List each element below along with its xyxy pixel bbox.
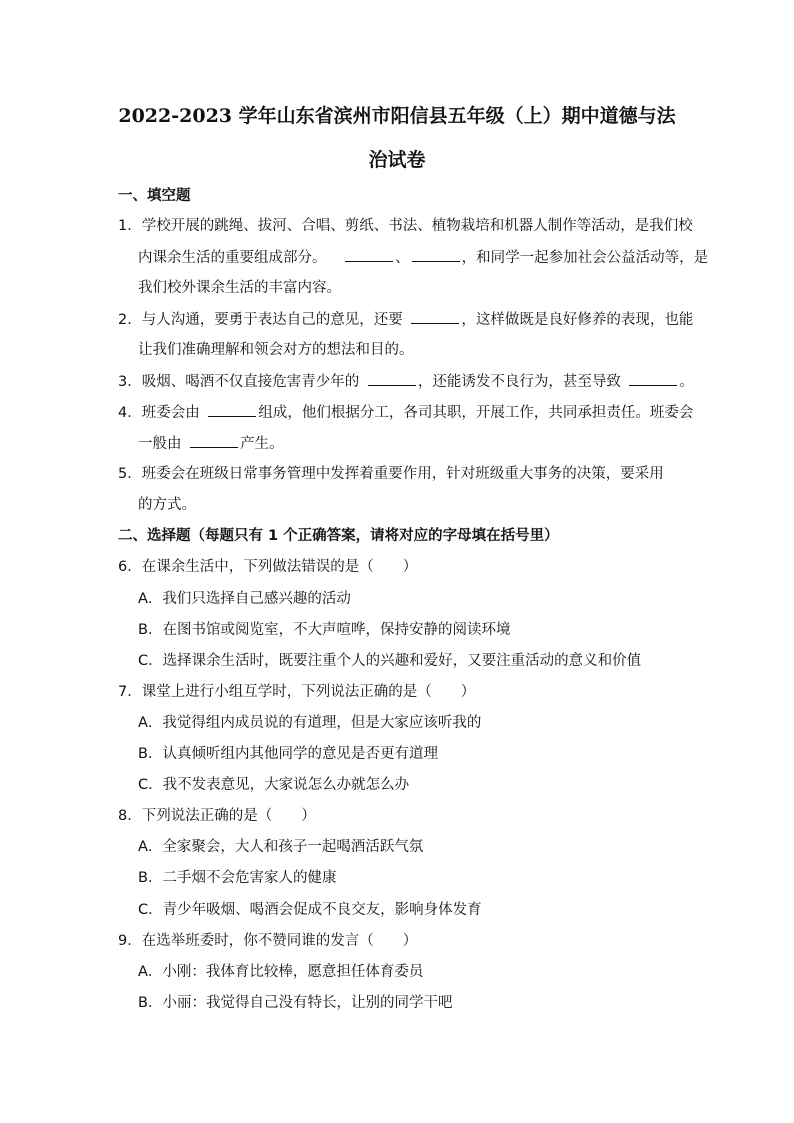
q8-option-a: A．全家聚会，大人和孩子一起喝酒活跃气氛 <box>138 839 424 855</box>
q8-stem: 8．下列说法正确的是（ ） <box>118 808 316 824</box>
q1-line1: 1．学校开展的跳绳、拔河、合唱、剪纸、书法、植物栽培和机器人制作等活动，是我们校 <box>118 218 693 234</box>
q1-text-b: 内课余生活的重要组成部分。 <box>138 250 327 266</box>
q1-text-d: ，和同学一起参加社会公益活动等，是 <box>461 250 709 266</box>
q6-stem: 6．在课余生活中，下列做法错误的是（ ） <box>118 559 418 575</box>
q1-text-c: 、 <box>395 250 410 266</box>
q8-option-b: B．二手烟不会危害家人的健康 <box>138 870 337 886</box>
q3-text-c: 。 <box>679 374 694 390</box>
exam-title-line1: 2022-2023 学年山东省滨州市阳信县五年级（上）期中道德与法 <box>118 105 676 127</box>
q7-option-a: A．我觉得组内成员说的有道理，但是大家应该听我的 <box>138 715 482 731</box>
q4-text-a: 4．班委会由 <box>118 405 200 421</box>
q2-text-a: 2．与人沟通，要勇于表达自己的意见，还要 <box>118 312 403 328</box>
q9-option-b: B．小丽：我觉得自己没有特长，让别的同学干吧 <box>138 995 453 1011</box>
q2-text-b: ，这样做既是良好修养的表现，也能 <box>461 312 694 328</box>
q4-blank-1 <box>208 402 256 417</box>
q9-stem: 9．在选举班委时，你不赞同谁的发言（ ） <box>118 933 418 949</box>
q7-stem: 7．课堂上进行小组互学时，下列说法正确的是（ ） <box>118 684 476 700</box>
q2-blank-1 <box>411 309 459 324</box>
q3-blank-2 <box>629 371 677 386</box>
q1-blank-2 <box>412 247 460 262</box>
q3-text-a: 3．吸烟、喝酒不仅直接危害青少年的 <box>118 374 360 390</box>
q1-blank-1 <box>345 247 393 262</box>
q6-option-c: C．选择课余生活时，既要注重个人的兴趣和爱好，又要注重活动的意义和价值 <box>138 653 642 669</box>
q5-line1: 5．班委会在班级日常事务管理中发挥着重要作用，针对班级重大事务的决策，要采用 <box>118 466 664 482</box>
q3-blank-1 <box>368 371 416 386</box>
exam-title-line2: 治试卷 <box>368 149 426 171</box>
q1-line3: 我们校外课余生活的丰富内容。 <box>138 280 341 296</box>
q7-option-c: C．我不发表意见，大家说怎么办就怎么办 <box>138 777 410 793</box>
q4-text-c: 一般由 <box>138 436 182 452</box>
q8-option-c: C．青少年吸烟、喝酒会促成不良交友，影响身体发育 <box>138 902 482 918</box>
q2-line2: 让我们准确理解和领会对方的想法和目的。 <box>138 342 414 358</box>
q4-line1 <box>118 402 693 423</box>
q4-text-b: 组成，他们根据分工，各司其职，开展工作，共同承担责任。班委会 <box>258 405 694 421</box>
q4-line2 <box>138 433 284 454</box>
section-heading-fill: 一、填空题 <box>118 188 191 204</box>
q4-blank-2 <box>190 433 238 448</box>
q6-option-a: A．我们只选择自己感兴趣的活动 <box>138 591 351 607</box>
section-heading-choice: 二、选择题（每题只有 1 个正确答案，请将对应的字母填在括号里） <box>118 528 559 544</box>
q5-line2: 的方式。 <box>138 497 196 513</box>
q4-text-d: 产生。 <box>240 436 284 452</box>
q7-option-b: B．认真倾听组内其他同学的意见是否更有道理 <box>138 746 438 762</box>
q6-option-b: B．在图书馆或阅览室，不大声喧哗，保持安静的阅读环境 <box>138 622 511 638</box>
q3-line1 <box>118 371 694 392</box>
q9-option-a: A．小刚：我体育比较棒，愿意担任体育委员 <box>138 964 424 980</box>
q2-line1 <box>118 309 693 330</box>
q1-line2 <box>138 247 708 268</box>
q3-text-b: ，还能诱发不良行为，甚至导致 <box>417 374 621 390</box>
